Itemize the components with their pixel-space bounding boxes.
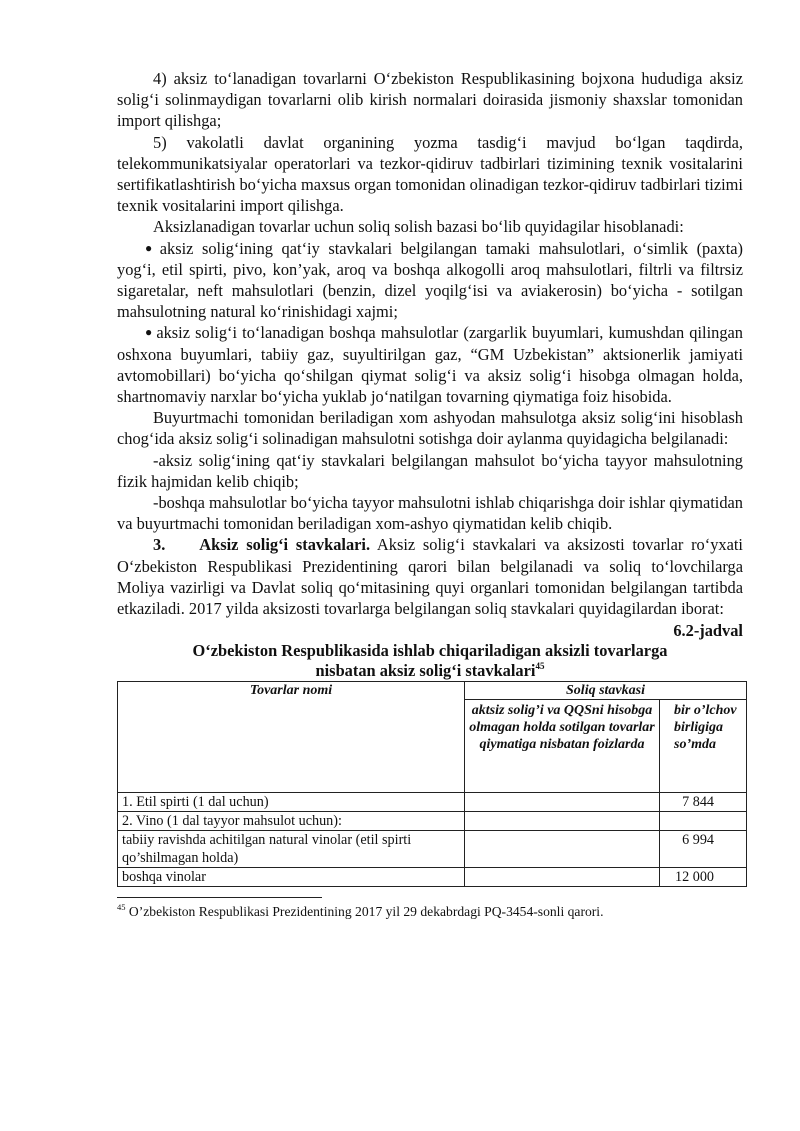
table-row [118, 793, 747, 812]
bullet-item-other-products [117, 322, 743, 407]
bullet-icon: ● [145, 325, 154, 340]
table-row [118, 868, 747, 887]
paragraph-item-5: 5) vakolatli davlat organining yozma tasdig‘i mavjud bo‘lgan taqdirda, telekommunikatsiyalar operatorlari va tezkor-qidiruv tadbirlari tizimining texnik vositalarini sertifikatlashtirish bo‘yicha maxsus organ tomonidan olinadigan tezkor-qidiruv tadbirlari tizimi texnik vositalarini import qilishga. [117, 132, 743, 216]
footnote-divider [117, 897, 322, 898]
cell-percent [465, 812, 660, 831]
table-title-line-2: nisbatan aksiz solig‘i stavkalari$^{45}$ [315, 660, 545, 680]
cell-goods: boshqa vinolar [118, 868, 465, 887]
paragraph-item-4: 4) aksiz to‘lanadigan tovarlarni O‘zbekiston Respublikasining bojxona hududiga aksiz solig‘i solinmaydigan tovarlarni olib kirish normalari doirasida jismoniy shaxslar tomonidan import qilishga; [117, 69, 743, 131]
bullet-icon: ● [145, 240, 157, 255]
cell-goods: 2. Vino (1 dal tayyor mahsulot uchun): [118, 812, 465, 831]
document-page [117, 68, 743, 920]
bullet-item-fixed-rates [117, 238, 743, 323]
cell-sum: 7 844 [660, 793, 747, 812]
footnote-ref: 45 [535, 660, 545, 671]
paragraph-dash-1: -aksiz solig‘ining qat‘iy stavkalari belgilangan mahsulot bo‘yicha tayyor mahsulotning fizik hajmidan kelib chiqib; [117, 450, 743, 491]
table-label: 6.2-jadval [673, 621, 743, 641]
paragraph-raw-material: Buyurtmachi tomonidan beriladigan xom ashyodan mahsulotga aksiz solig‘ini hisoblash chog‘ida aksiz solig‘i solinadigan mahsulotni sotishga doir aylanma quyidagicha belgilanadi: [117, 408, 743, 449]
section-number: 3. [153, 535, 166, 555]
footnote-number: 45 [117, 902, 126, 913]
section-3-paragraph [117, 534, 743, 619]
bullet-text: aksiz solig‘i to‘lanadigan boshqa mahsulotlar (zargarlik buyumlari, kumushdan qilingan oshxona buyumlari, tabiiy gaz, suyultirilgan gaz, “GM Uzbekistan” aktsionerlik jamiyati avtomobillari) bo‘yicha qo‘shilgan qiymat solig‘i va aksiz solig‘i hisobga olmagan holda, shartnomaviy narxlar bo‘yicha yuklab jo‘natilgan tovarning qiymatiga foiz hisobida. [117, 323, 744, 407]
cell-percent [465, 868, 660, 887]
table-title-line-1: O‘zbekiston Respublikasida ishlab chiqariladigan aksizli tovarlarga [192, 641, 668, 661]
column-header-percent: aktsiz solig’i va QQSni hisobga olmagan holda sotilgan tovarlar qiymatiga nisbatan foizlarda [465, 700, 660, 793]
section-text: Aksiz solig‘i stavkalari va aksizosti tovarlar ro‘yxati O‘zbekiston Respublikasi Prezidentining qarori bilan belgilanadi va soliq to‘lovchilarga Moliya vazirligi va Davlat soliq qo‘mitasining quyi organlari tomonidan belgilangan tartibda etkaziladi. 2017 yilda aksizosti tovarlarga belgilangan soliq stavkalari quyidagilardan iborat: [117, 535, 743, 619]
footnote [117, 904, 743, 920]
cell-sum: 12 000 [660, 868, 747, 887]
paragraph-dash-2: -boshqa mahsulotlar bo‘yicha tayyor mahsulotni ishlab chiqarishga doir ishlar qiymatidan va buyurtmachi tomonidan beriladigan xom-ashyo qiymatidan kelib chiqib. [117, 493, 743, 534]
column-header-sum: bir o’lchov birligiga so’mda [660, 700, 747, 793]
table-title [117, 641, 743, 680]
cell-goods: 1. Etil spirti (1 dal uchun) [118, 793, 465, 812]
column-header-goods: Tovarlar nomi [118, 682, 465, 793]
paragraph-tax-base: Aksizlanadigan tovarlar uchun soliq solish bazasi bo‘lib quyidagilar hisoblanadi: [153, 217, 684, 237]
table-row [118, 812, 747, 831]
cell-sum: 6 994 [660, 831, 747, 868]
bullet-text: aksiz solig‘ining qat‘iy stavkalari belgilangan tamaki mahsulotlari, o‘simlik (paxta) yog‘i, etil spirti, pivo, kon’yak, aroq va boshqa alkogolli aroq mahsulotlari, filtrli va filtrsiz sigaretalar, neft mahsulotlari (benzin, dizel yoqilg‘isi va aviakerosin) bo‘yicha - sotilgan mahsulotning natural ko‘rinishidagi xajmi; [117, 238, 743, 322]
cell-percent [465, 831, 660, 868]
cell-sum [660, 812, 747, 831]
footnote-text: O’zbekiston Respublikasi Prezidentining 2017 yil 29 dekabrdagi PQ-3454-sonli qarori. [125, 904, 604, 920]
cell-percent [465, 793, 660, 812]
excise-rates-table [117, 681, 747, 887]
section-title: Aksiz solig‘i stavkalari. [199, 535, 371, 555]
cell-goods: tabiiy ravishda achitilgan natural vinolar (etil spirti qo’shilmagan holda) [118, 831, 465, 868]
column-header-rate: Soliq stavkasi [465, 682, 747, 700]
table-row [118, 831, 747, 868]
